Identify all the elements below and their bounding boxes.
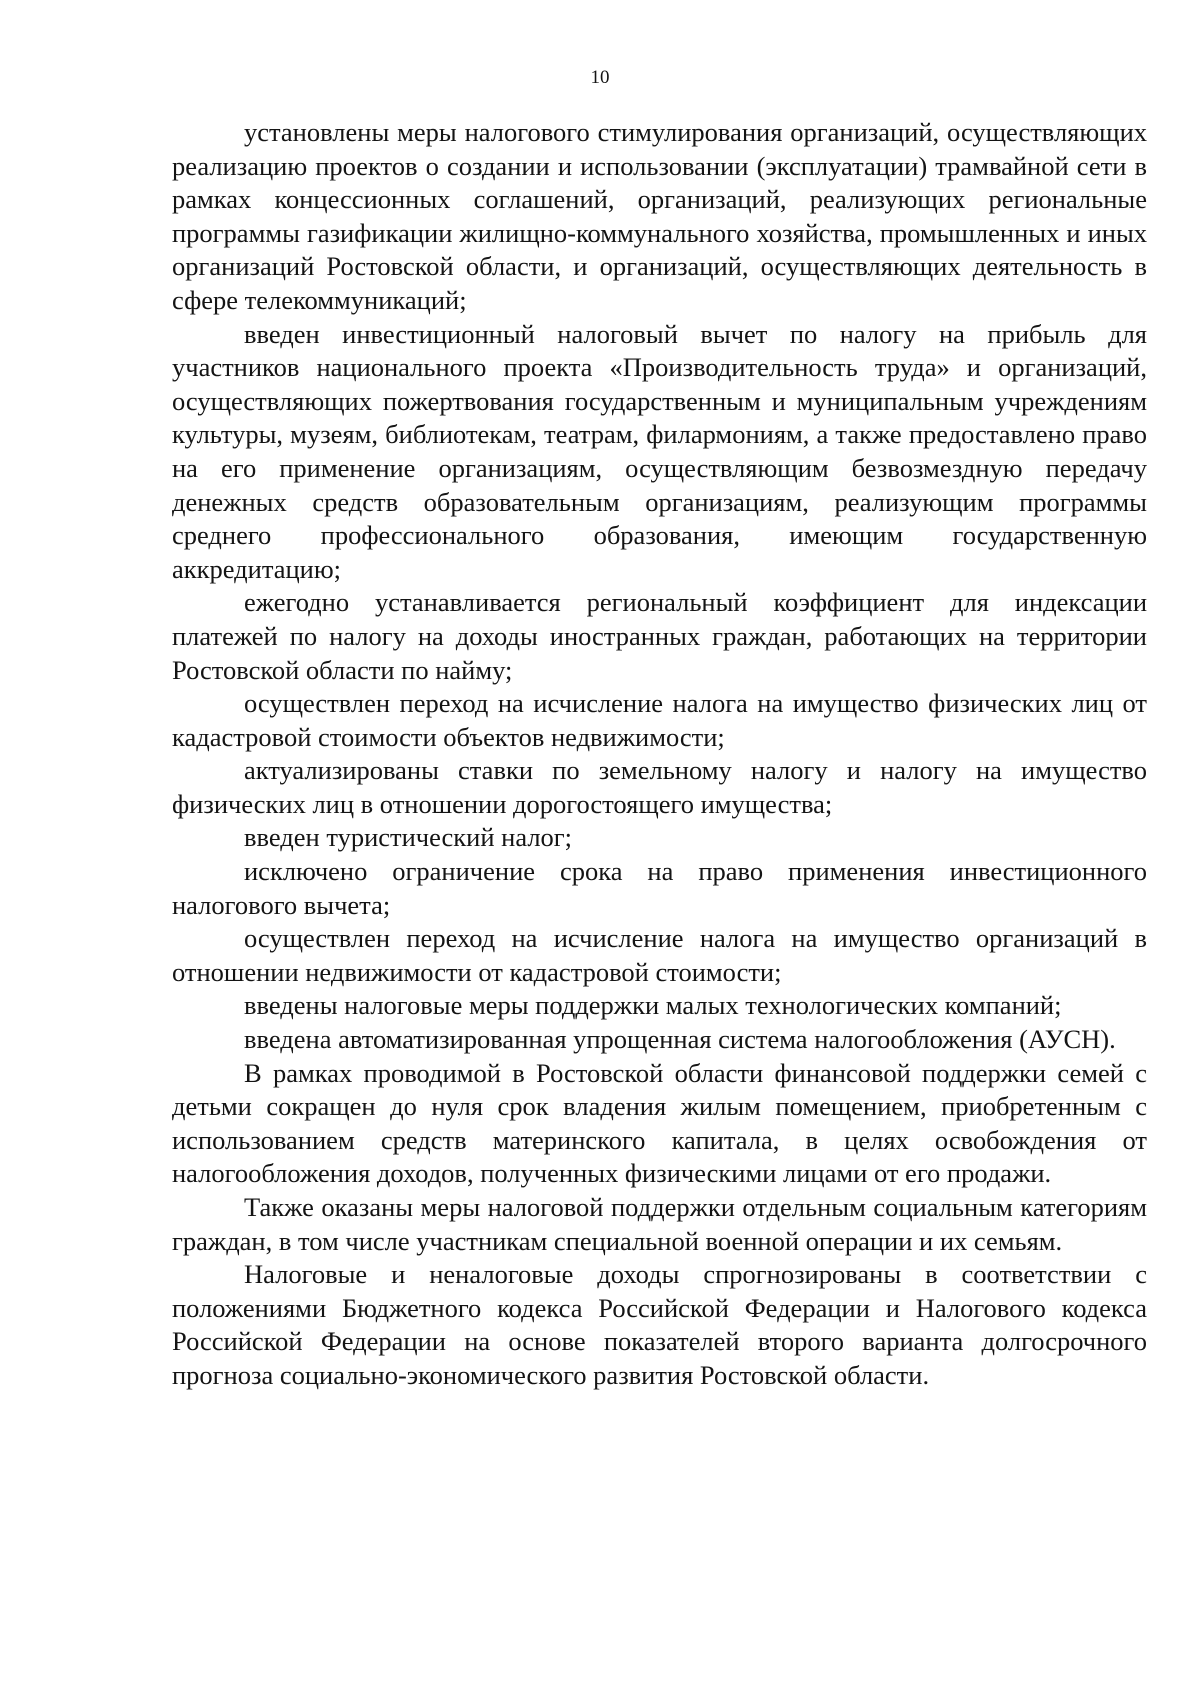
paragraph-property-tax-individuals: осуществлен переход на исчисление налога на имущество физических лиц от кадастровой стоимости объектов недвижимости; bbox=[172, 688, 1147, 752]
paragraph-regional-coefficient: ежегодно устанавливается региональный коэффициент для индексации платежей по налогу на доходы иностранных граждан, работающих на территории Ростовской области по найму; bbox=[172, 587, 1147, 685]
paragraph-land-tax-rates: актуализированы ставки по земельному налогу и налогу на имущество физических лиц в отношении дорогостоящего имущества; bbox=[172, 755, 1147, 819]
paragraph-ausn: введена автоматизированная упрощенная система налогообложения (АУСН). bbox=[244, 1024, 1116, 1055]
paragraph-property-tax-organizations: осуществлен переход на исчисление налога на имущество организаций в отношении недвижимости от кадастровой стоимости; bbox=[172, 923, 1147, 987]
paragraph-tourist-tax: введен туристический налог; bbox=[244, 822, 573, 853]
paragraph-tech-companies: введены налоговые меры поддержки малых технологических компаний; bbox=[244, 990, 1062, 1021]
paragraph-deduction-term: исключено ограничение срока на право применения инвестиционного налогового вычета; bbox=[172, 856, 1147, 920]
paragraph-tax-incentives: установлены меры налогового стимулирования организаций, осуществляющих реализацию проектов о создании и использовании (эксплуатации) трамвайной сети в рамках концессионных соглашений, организаций, реализующих региональные программы газификации жилищно-коммунального хозяйства, промышленных и иных организаций Ростовской области, и организаций, осуществляющих деятельность в сфере телекоммуникаций; bbox=[172, 117, 1147, 315]
paragraph-revenue-forecast: Налоговые и неналоговые доходы спрогнозированы в соответствии с положениями Бюджетного кодекса Российской Федерации и Налогового кодекса Российской Федерации на основе показателей второго варианта долгосрочного прогноза социально-экономического развития Ростовской области. bbox=[172, 1259, 1147, 1390]
paragraph-investment-deduction: введен инвестиционный налоговый вычет по налогу на прибыль для участников национального проекта «Производительность труда» и организаций, осуществляющих пожертвования государственным и муниципальным учреждениям культуры, музеям, библиотекам, театрам, филармониям, а также предоставлено право на его применение организациям, осуществляющим безвозмездную передачу денежных средств образовательным организациям, реализующим программы среднего профессионального образования, имеющим государственную аккредитацию; bbox=[172, 318, 1147, 584]
document-body bbox=[172, 116, 1147, 1393]
page-number: 10 bbox=[590, 67, 610, 88]
paragraph-family-support: В рамках проводимой в Ростовской области финансовой поддержки семей с детьми сокращен до нуля срок владения жилым помещением, приобретенным с использованием средств материнского капитала, в целях освобождения от налогообложения доходов, полученных физическими лицами от его продажи. bbox=[172, 1057, 1147, 1189]
paragraph-social-categories: Также оказаны меры налоговой поддержки отдельным социальным категориям граждан, в том числе участникам специальной военной операции и их семьям. bbox=[172, 1192, 1147, 1256]
